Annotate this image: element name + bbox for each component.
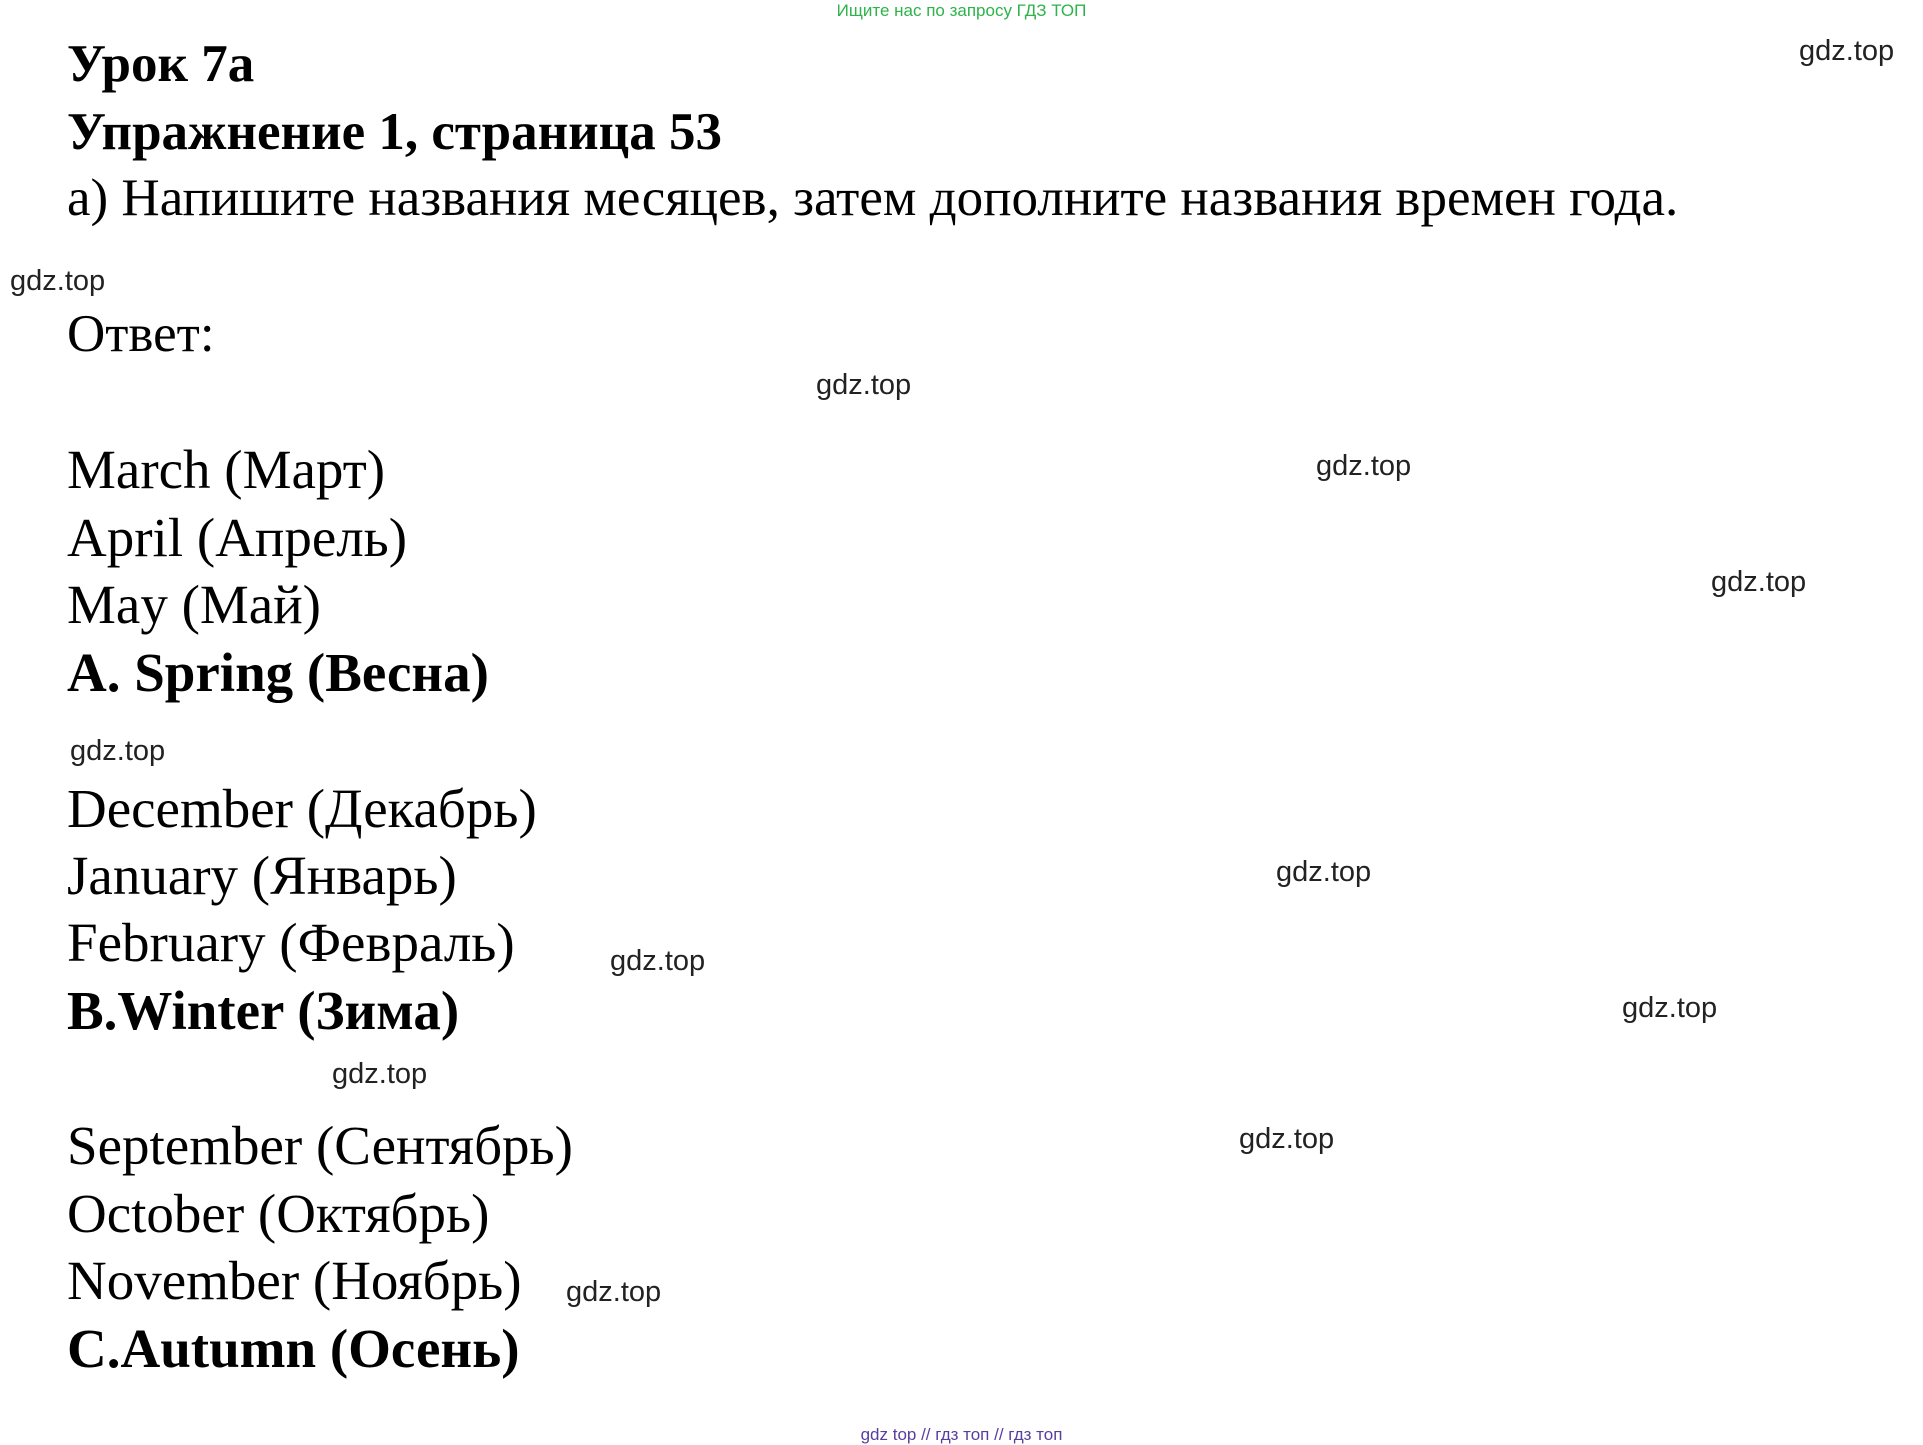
watermark: gdz.top	[610, 945, 706, 977]
month-may: May (Май)	[67, 574, 321, 635]
watermark: gdz.top	[1799, 35, 1895, 67]
month-march: March (Март)	[67, 439, 386, 500]
month-april: April (Апрель)	[67, 507, 408, 568]
month-february: February (Февраль)	[67, 912, 515, 973]
watermark: gdz.top	[1316, 450, 1412, 482]
month-january: January (Январь)	[67, 845, 457, 906]
watermark: gdz.top	[1239, 1123, 1335, 1155]
watermark: gdz.top	[10, 265, 106, 297]
watermark: gdz.top	[1622, 992, 1718, 1024]
watermark: gdz.top	[566, 1276, 662, 1308]
season-autumn: C.Autumn (Осень)	[67, 1318, 520, 1379]
watermark: gdz.top	[1276, 856, 1372, 888]
footer-links[interactable]: gdz top // гдз топ // гдз топ	[860, 1425, 1063, 1444]
watermark: gdz.top	[70, 735, 166, 767]
month-november: November (Ноябрь)	[67, 1250, 522, 1311]
watermark: gdz.top	[332, 1058, 428, 1090]
month-september: September (Сентябрь)	[67, 1115, 573, 1176]
month-december: December (Декабрь)	[67, 778, 537, 839]
answer-label: Ответ:	[67, 305, 215, 363]
task-text: a) Напишите названия месяцев, затем дополните названия времен года.	[67, 169, 1679, 227]
exercise-title: Упражнение 1, страница 53	[67, 103, 722, 161]
season-spring: A. Spring (Весна)	[67, 642, 489, 703]
season-winter: B.Winter (Зима)	[67, 980, 460, 1041]
watermark: gdz.top	[1711, 566, 1807, 598]
watermark: gdz.top	[816, 369, 912, 401]
lesson-title: Урок 7a	[67, 35, 255, 93]
top-banner[interactable]: Ищите нас по запросу ГДЗ ТОП	[836, 1, 1087, 20]
month-october: October (Октябрь)	[67, 1183, 490, 1244]
